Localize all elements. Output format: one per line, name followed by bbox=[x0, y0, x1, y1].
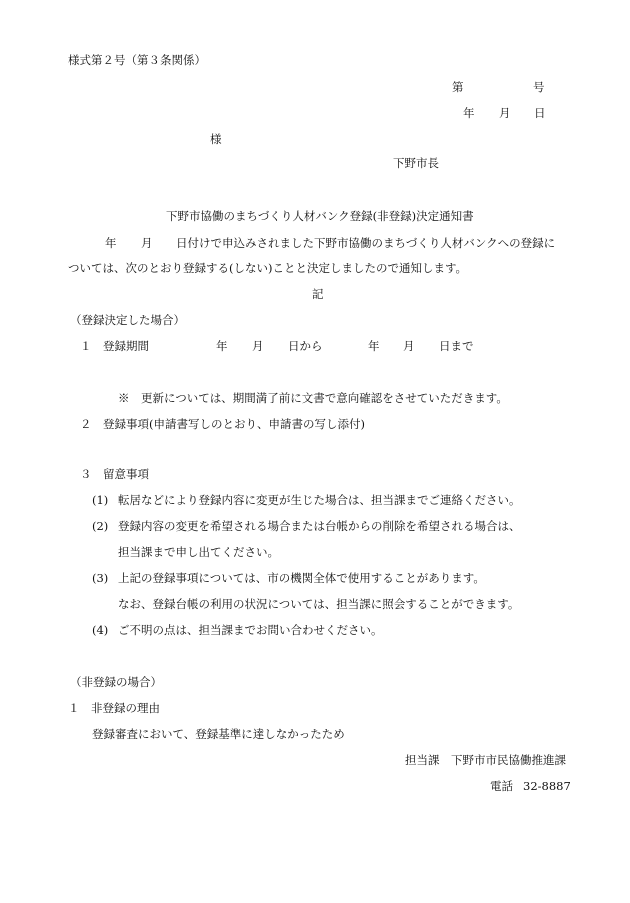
notes-heading: ３ 留意事項 bbox=[80, 467, 149, 481]
note-text: 担当課まで申し出てください。 bbox=[118, 545, 279, 559]
intro-year: 年 bbox=[105, 236, 117, 250]
date-day: 日 bbox=[534, 106, 546, 120]
non-registration-reason-label: １ 非登録の理由 bbox=[68, 701, 160, 715]
contact-dept-label: 担当課 bbox=[405, 753, 440, 767]
registration-items: ２ 登録事項(申請書写しのとおり、申請書の写し添付) bbox=[80, 417, 365, 431]
ki-heading: 記 bbox=[312, 287, 324, 301]
note-text: 転居などにより登録内容に変更が生じた場合は、担当課までご連絡ください。 bbox=[118, 493, 521, 507]
number-suffix: 号 bbox=[533, 80, 545, 94]
renewal-note: ※ 更新については、期間満了前に文書で意向確認をさせていただきます。 bbox=[118, 391, 508, 405]
non-registered-heading: （非登録の場合） bbox=[70, 675, 162, 689]
contact-tel-label: 電話 bbox=[490, 779, 513, 793]
note-text: 上記の登録事項については、市の機関全体で使用することがあります。 bbox=[118, 571, 485, 585]
period-to-day: 日まで bbox=[439, 339, 474, 353]
intro-month: 月 bbox=[141, 236, 153, 250]
period-from-day: 日から bbox=[288, 339, 323, 353]
sender: 下野市長 bbox=[393, 156, 439, 170]
note-number: (1) bbox=[92, 493, 109, 507]
note-text: 登録内容の変更を希望される場合または台帳からの削除を希望される場合は、 bbox=[118, 519, 521, 533]
form-label: 様式第２号（第３条関係） bbox=[68, 53, 206, 67]
period-to-year: 年 bbox=[368, 339, 380, 353]
period-from-month: 月 bbox=[252, 339, 264, 353]
document-title: 下野市協働のまちづくり人材バンク登録(非登録)決定通知書 bbox=[166, 209, 474, 223]
contact-tel: 32-8887 bbox=[523, 779, 571, 793]
number-prefix: 第 bbox=[452, 80, 464, 94]
registration-period-label: １ 登録期間 bbox=[80, 339, 149, 353]
note-text: ご不明の点は、担当課までお問い合わせください。 bbox=[118, 623, 383, 637]
note-text: なお、登録台帳の利用の状況については、担当課に照会することができます。 bbox=[118, 597, 520, 611]
intro-text: 日付けで申込みされました下野市協働のまちづくり人材バンクへの登録に bbox=[176, 236, 556, 250]
addressee-suffix: 様 bbox=[210, 132, 222, 146]
intro-text-2: ついては、次のとおり登録する(しない)ことと決定しましたので通知します。 bbox=[68, 261, 468, 275]
period-to-month: 月 bbox=[403, 339, 415, 353]
registered-heading: （登録決定した場合） bbox=[70, 313, 185, 327]
note-number: (2) bbox=[92, 519, 109, 533]
date-month: 月 bbox=[499, 106, 511, 120]
non-registration-reason: 登録審査において、登録基準に達しなかったため bbox=[92, 727, 345, 741]
note-number: (3) bbox=[92, 571, 109, 585]
contact-dept: 下野市市民協働推進課 bbox=[451, 753, 566, 767]
date-year: 年 bbox=[463, 106, 475, 120]
period-from-year: 年 bbox=[216, 339, 228, 353]
note-number: (4) bbox=[92, 623, 109, 637]
